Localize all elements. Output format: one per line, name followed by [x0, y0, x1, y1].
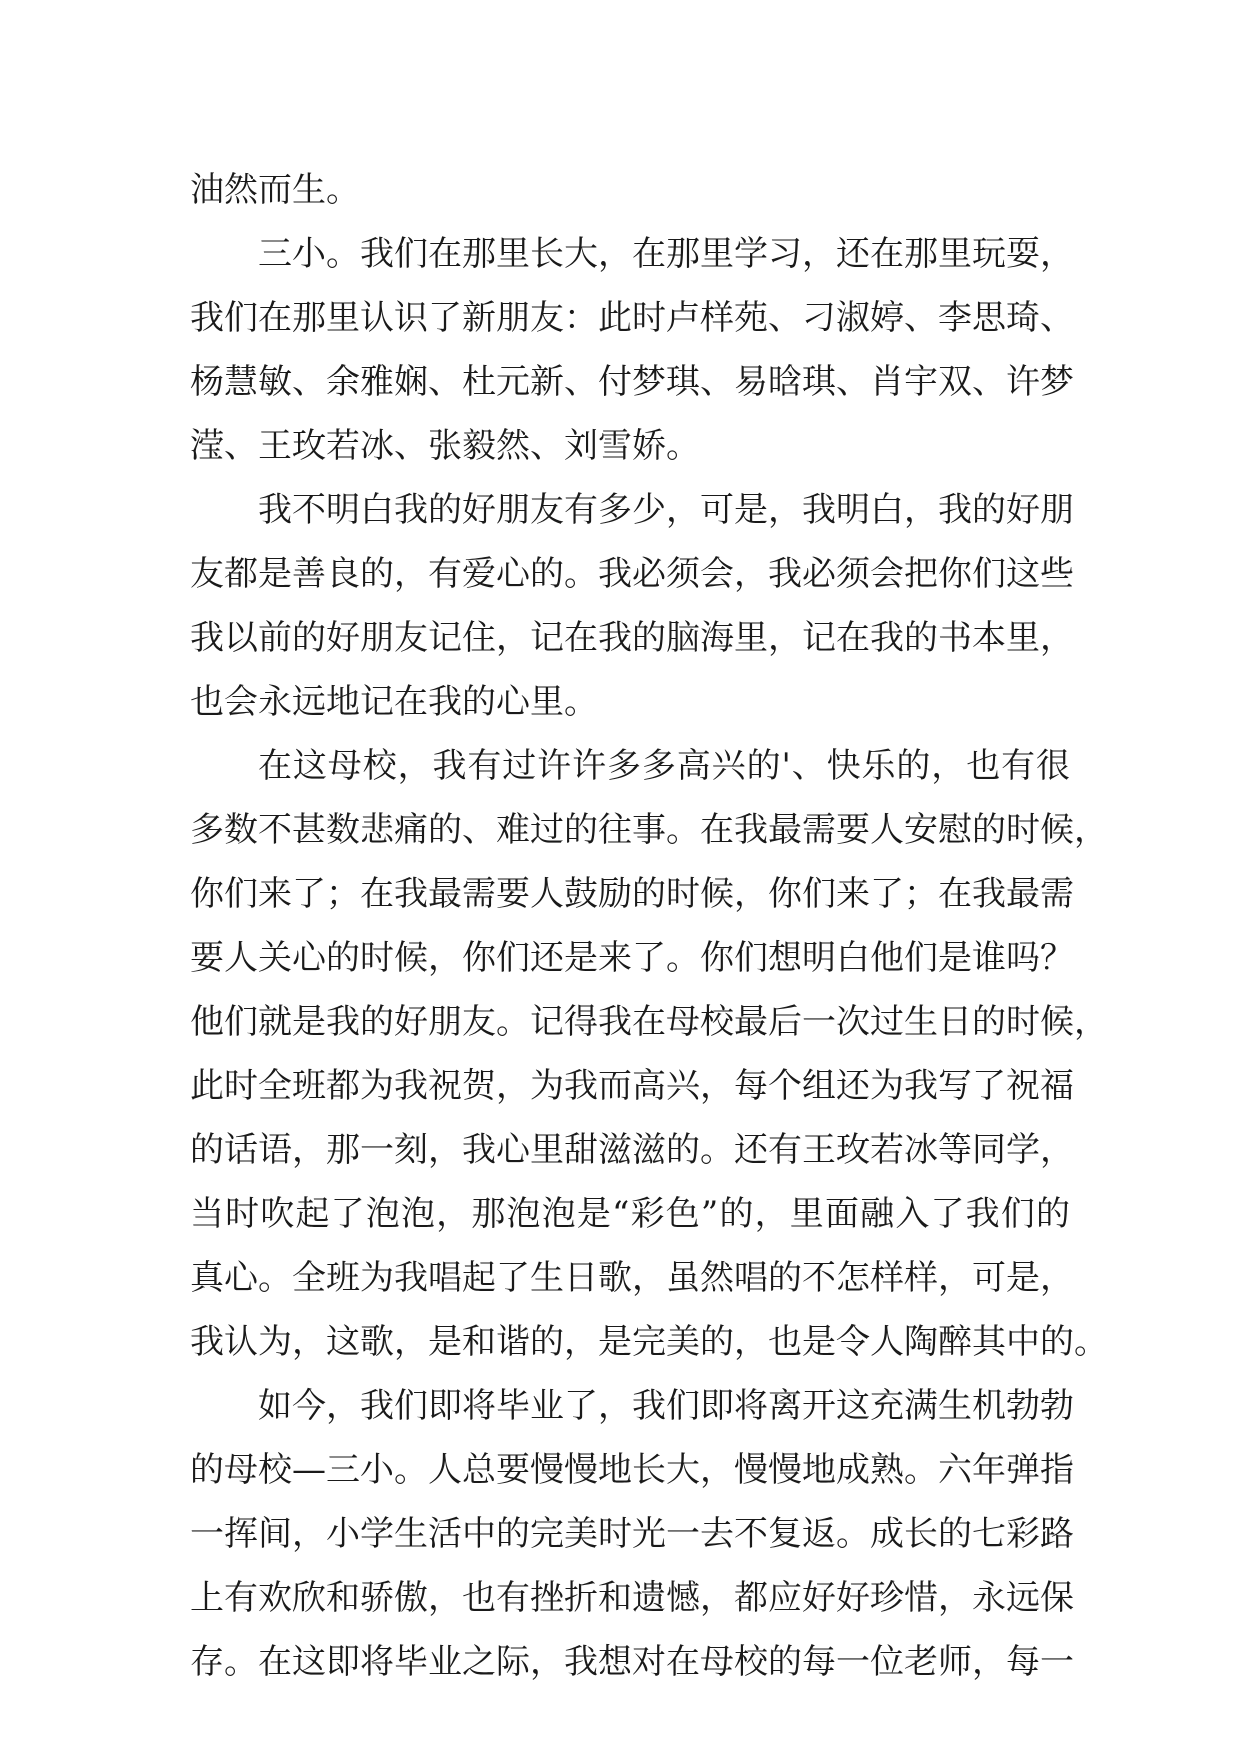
text-line: 我不明白我的好朋友有多少，可是，我明白，我的好朋 — [258, 490, 1074, 530]
text-line: 也会永远地记在我的心里。 — [190, 682, 598, 722]
text-line: 油然而生。 — [190, 170, 360, 210]
text-line: 上有欢欣和骄傲，也有挫折和遗憾，都应好好珍惜，永远保 — [190, 1578, 1074, 1618]
text-line: 在这母校，我有过许许多多高兴的'、快乐的，也有很 — [258, 746, 1070, 786]
text-line: 的母校—三小。人总要慢慢地长大，慢慢地成熟。六年弹指 — [190, 1450, 1074, 1490]
document-body — [190, 158, 1108, 1694]
text-line: 杨慧敏、余雅娴、杜元新、付梦琪、易晗琪、肖宇双、许梦 — [190, 362, 1074, 402]
text-line: 存。在这即将毕业之际，我想对在母校的每一位老师，每一 — [190, 1642, 1074, 1682]
text-line: 真心。全班为我唱起了生日歌，虽然唱的不怎样样，可是， — [190, 1258, 1074, 1298]
text-line: 如今，我们即将毕业了，我们即将离开这充满生机勃勃 — [258, 1386, 1074, 1426]
text-line: 我们在那里认识了新朋友：此时卢样苑、刁淑婷、李思琦、 — [190, 298, 1074, 338]
text-line: 此时全班都为我祝贺，为我而高兴，每个组还为我写了祝福 — [190, 1066, 1074, 1106]
text-line: 的话语，那一刻，我心里甜滋滋的。还有王玫若冰等同学， — [190, 1130, 1074, 1170]
text-line: 我以前的好朋友记住，记在我的脑海里，记在我的书本里， — [190, 618, 1074, 658]
paragraph-5 — [190, 1374, 1074, 1694]
text-line: 当时吹起了泡泡，那泡泡是“彩色”的，里面融入了我们的 — [190, 1194, 1070, 1234]
text-line: 一挥间，小学生活中的完美时光一去不复返。成长的七彩路 — [190, 1514, 1074, 1554]
text-line: 友都是善良的，有爱心的。我必须会，我必须会把你们这些 — [190, 554, 1074, 594]
text-line: 多数不甚数悲痛的、难过的往事。在我最需要人安慰的时候， — [190, 810, 1108, 850]
paragraph-3 — [190, 478, 1074, 734]
text-line: 我认为，这歌，是和谐的，是完美的，也是令人陶醉其中的。 — [190, 1322, 1108, 1362]
text-line: 滢、王玫若冰、张毅然、刘雪娇。 — [190, 426, 700, 466]
text-line: 他们就是我的好朋友。记得我在母校最后一次过生日的时候， — [190, 1002, 1108, 1042]
paragraph-4 — [190, 734, 1108, 1374]
paragraph-2 — [190, 222, 1074, 478]
text-line: 要人关心的时候，你们还是来了。你们想明白他们是谁吗？ — [190, 938, 1074, 978]
paragraph-1 — [190, 158, 1070, 222]
text-line: 三小。我们在那里长大，在那里学习，还在那里玩耍， — [258, 234, 1074, 274]
text-line: 你们来了；在我最需要人鼓励的时候，你们来了；在我最需 — [190, 874, 1074, 914]
